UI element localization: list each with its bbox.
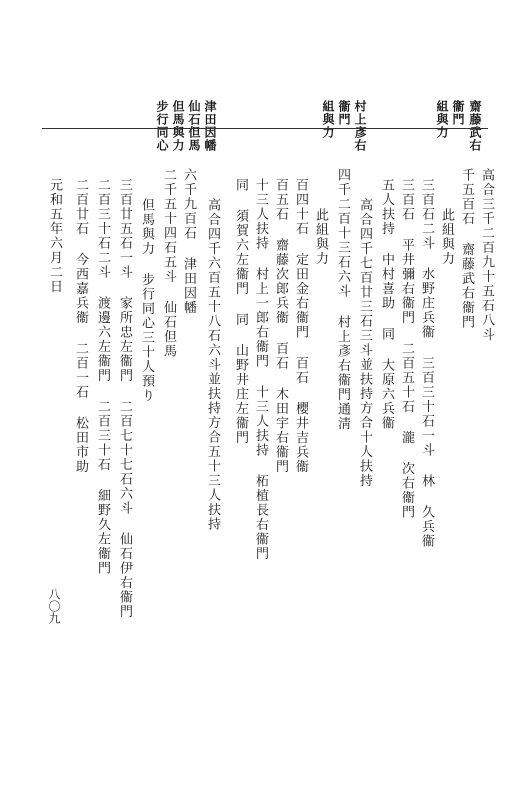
header-murakami-3 <box>310 40 346 139</box>
header-murakami-line2: 衞門 <box>337 100 351 126</box>
header-tsuda-line1: 津田因幡 <box>203 100 217 152</box>
header-divider <box>42 128 488 129</box>
text-column: 五人扶持 中村喜助 同 大原六兵衞 <box>379 178 394 431</box>
text-column: 百四十石 定田金右衞門 百石 櫻井吉兵衞 <box>293 178 308 474</box>
date-line: 元和五年六月二日 <box>47 178 62 294</box>
text-column: 二千五十四石五斗 仙石但馬 <box>161 168 176 359</box>
header-tsuda-line2: 仙石但馬 <box>187 100 201 152</box>
header-tsuda-line4: 步行同心 <box>155 100 169 152</box>
header-saito-3 <box>424 40 460 139</box>
text-column: 千五百石 齋藤武右衞門 <box>459 168 474 330</box>
header-saito-line3: 組與力 <box>435 100 449 139</box>
header-murakami-line3: 組與力 <box>321 100 335 139</box>
text-column: 同 須賀六左衞門 同 山野井庄左衞門 <box>233 178 248 445</box>
header-tsuda-line3: 但馬與力 <box>171 100 185 152</box>
text-column: 百五石 齋藤次郎兵衞 百石 木田宇右衞門 <box>273 178 288 474</box>
text-column: 二百廿石 今西嘉兵衞 二百一石 松田市助 <box>73 178 88 474</box>
page-number: 八〇九 <box>47 588 61 624</box>
text-column: 此組與力 <box>439 208 454 266</box>
text-column: 高合四千七百廿三石三斗並扶持方合十人扶持 <box>357 198 372 488</box>
text-column: 三百廿五石一斗 家所忠左衞門 二百七十七石六斗 仙石伊右衞門 <box>117 178 132 619</box>
text-column: 四千二百十三石六斗 村上彥右衞門通淸 <box>335 168 350 431</box>
text-column: 但馬與力 步行同心三十人預り <box>139 198 154 403</box>
text-column: 高合四千六百五十八石六斗並扶持方合五十三人扶持 <box>205 198 220 532</box>
text-column: 十三人扶持 村上一郎右衞門 十三人扶持 柘植長右衞門 <box>253 178 268 561</box>
text-column: 二百三十石二斗 渡邊六左衞門 二百三十石 細野久左衞門 <box>95 178 110 576</box>
text-column: 高合三千二百九十五石八斗 <box>479 168 494 342</box>
text-column: 六千九百石 津田因幡 <box>181 168 196 315</box>
text-column: 三百石 平井彌右衞門 二百五十石 瀧 次右衞門 <box>399 178 414 520</box>
header-tsuda-4 <box>144 40 180 152</box>
text-column: 三百石二斗 水野庄兵衞 三百三十石一斗 林 久兵衞 <box>419 178 434 549</box>
header-saito-line2: 衞門 <box>451 100 465 126</box>
header-murakami-line1: 村上彥右 <box>353 100 367 152</box>
header-saito-name: 齋藤武右 <box>468 100 482 152</box>
text-column: 此組與力 <box>313 208 328 266</box>
